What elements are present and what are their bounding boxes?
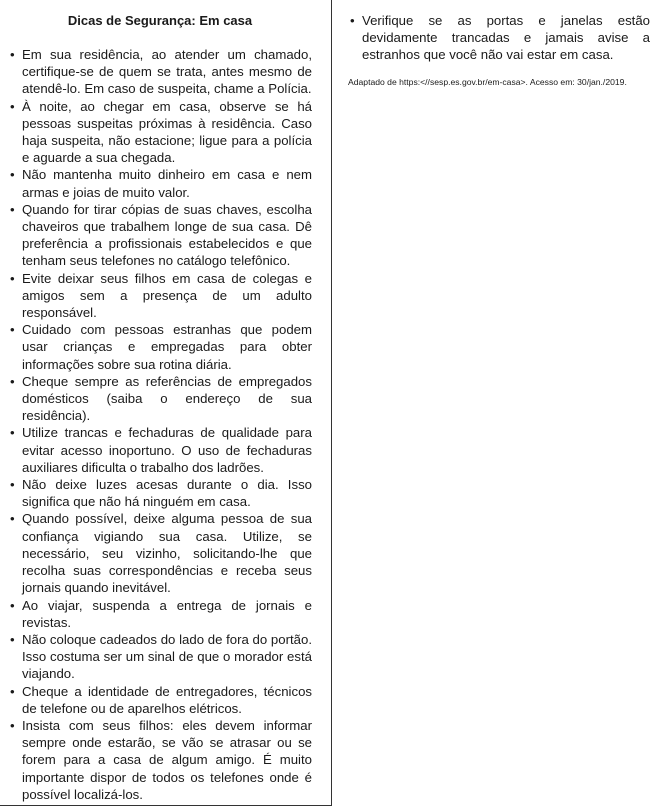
tip-item: • Evite deixar seus filhos em casa de colegas e amigos sem a presença de um adulto responsável. <box>8 270 312 322</box>
tip-item: • Quando possível, deixe alguma pessoa de sua confiança vigiando sua casa. Utilize, se necessário, seu vizinho, solicitando-lhe que recolha suas correspondências e receba seus jornais quando inevitável. <box>8 510 312 596</box>
tip-item: • Cheque a identidade de entregadores, técnicos de telefone ou de aparelhos elétricos. <box>8 683 312 717</box>
tip-item: • Não deixe luzes acesas durante o dia. Isso significa que não há ninguém em casa. <box>8 476 312 510</box>
tip-item: • Cheque sempre as referências de empregados domésticos (saiba o endereço de sua residência). <box>8 373 312 425</box>
tip-item: • À noite, ao chegar em casa, observe se há pessoas suspeitas próximas à residência. Caso haja suspeita, não estacione; ligue para a polícia e aguarde a sua chegada. <box>8 98 312 167</box>
tip-item: • Cuidado com pessoas estranhas que podem usar crianças e empregadas para obter informações sobre sua rotina diária. <box>8 321 312 373</box>
tip-item: • Não mantenha muito dinheiro em casa e nem armas e joias de muito valor. <box>8 166 312 200</box>
tip-item: • Utilize trancas e fechaduras de qualidade para evitar acesso inoportuno. O uso de fechaduras auxiliares dificulta o trabalho dos ladrões. <box>8 424 312 476</box>
column-divider <box>331 0 332 806</box>
right-column <box>348 12 650 88</box>
left-column <box>8 12 312 803</box>
tips-list-right <box>348 12 650 64</box>
document-title: Dicas de Segurança: Em casa <box>67 13 253 28</box>
tip-item: • Verifique se as portas e janelas estão devidamente trancadas e jamais avise a estranhos que você não vai estar em casa. <box>348 12 650 64</box>
source-citation: Adaptado de https:<//sesp.es.gov.br/em-casa>. Acesso em: 30/jan./2019. <box>348 76 627 87</box>
tip-item: • Em sua residência, ao atender um chamado, certifique-se de quem se trata, antes mesmo de atendê-lo. Em caso de suspeita, chame a Polícia. <box>8 46 312 98</box>
tips-list-left <box>8 46 312 803</box>
tip-item: • Insista com seus filhos: eles devem informar sempre onde estarão, se vão se atrasar ou se forem para a casa de algum amigo. É muito importante dispor de todos os telefones onde é possível localizá-los. <box>8 717 312 803</box>
tip-item: • Não coloque cadeados do lado de fora do portão. Isso costuma ser um sinal de que o morador está viajando. <box>8 631 312 683</box>
tip-item: • Quando for tirar cópias de suas chaves, escolha chaveiros que trabalhem longe de sua casa. Dê preferência a profissionais estabelecidos e que tenham seus telefones no catálogo telefônico. <box>8 201 312 270</box>
tip-item: • Ao viajar, suspenda a entrega de jornais e revistas. <box>8 597 312 631</box>
